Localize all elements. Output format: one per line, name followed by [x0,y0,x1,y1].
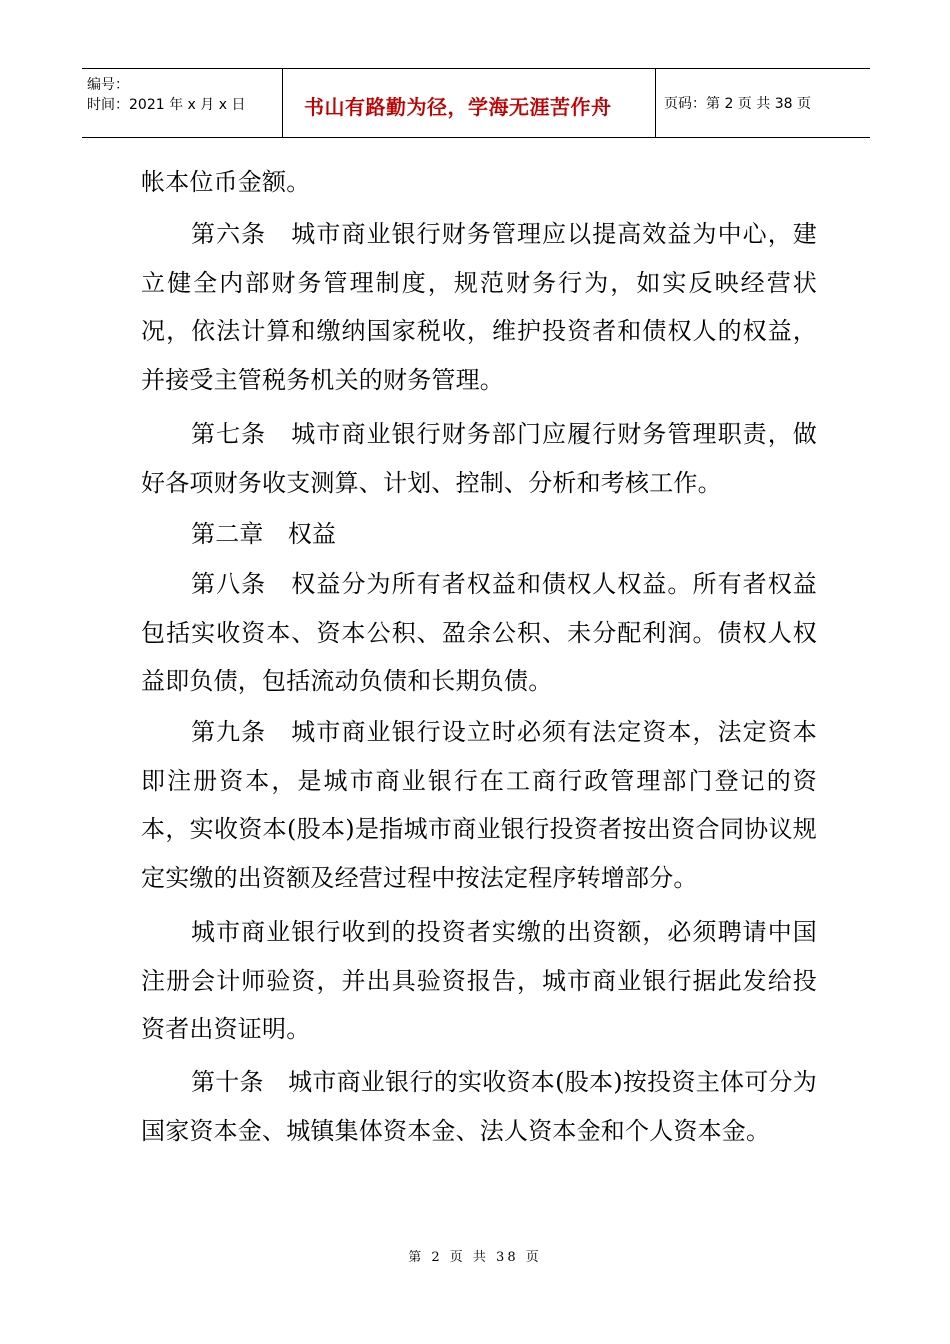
page-header [82,68,870,138]
article-7: 第七条 城市商业银行财务部门应履行财务管理职责，做好各项财务收支测算、计划、控制、分析和考核工作。 [141,420,817,497]
article-10: 第十条 城市商业银行的实收资本(股本)按投资主体可分为国家资本金、城镇集体资本金、法人资本金和个人资本金。 [141,1068,817,1145]
article-8: 第八条 权益分为所有者权益和债权人权益。所有者权益包括实收资本、资本公积、盈余公积、未分配利润。债权人权益即负债，包括流动负债和长期负债。 [141,570,817,696]
document-number-label: 编号： [87,77,129,93]
header-motto: 书山有路勤为径，学海无涯苦作舟 [304,95,612,119]
document-time-label: 时间：2021 年 x 月 x 日 [87,97,246,113]
article-6: 第六条 城市商业银行财务管理应以提高效益为中心，建立健全内部财务管理制度，规范财务行为，如实反映经营状况，依法计算和缴纳国家税收，维护投资者和债权人的权益，并接受主管税务机关的财务管理。 [141,220,817,394]
paragraph-continuation: 帐本位币金额。 [141,168,311,196]
header-meta [82,69,283,137]
capital-verification-paragraph: 城市商业银行收到的投资者实缴的出资额，必须聘请中国注册会计师验资，并出具验资报告，城市商业银行据此发给投资者出资证明。 [141,918,817,1044]
article-9: 第九条 城市商业银行设立时必须有法定资本，法定资本即注册资本，是城市商业银行在工商行政管理部门登记的资本，实收资本(股本)是指城市商业银行投资者按出资合同协议规定实缴的出资额及经营过程中按法定程序转增部分。 [141,718,817,892]
header-page-info: 页码：第 2 页 共 38 页 [664,96,811,112]
header-motto-cell [283,69,656,137]
chapter-2-heading: 第二章 权益 [191,520,337,548]
page-footer: 第 2 页 共 38 页 [408,1250,542,1265]
